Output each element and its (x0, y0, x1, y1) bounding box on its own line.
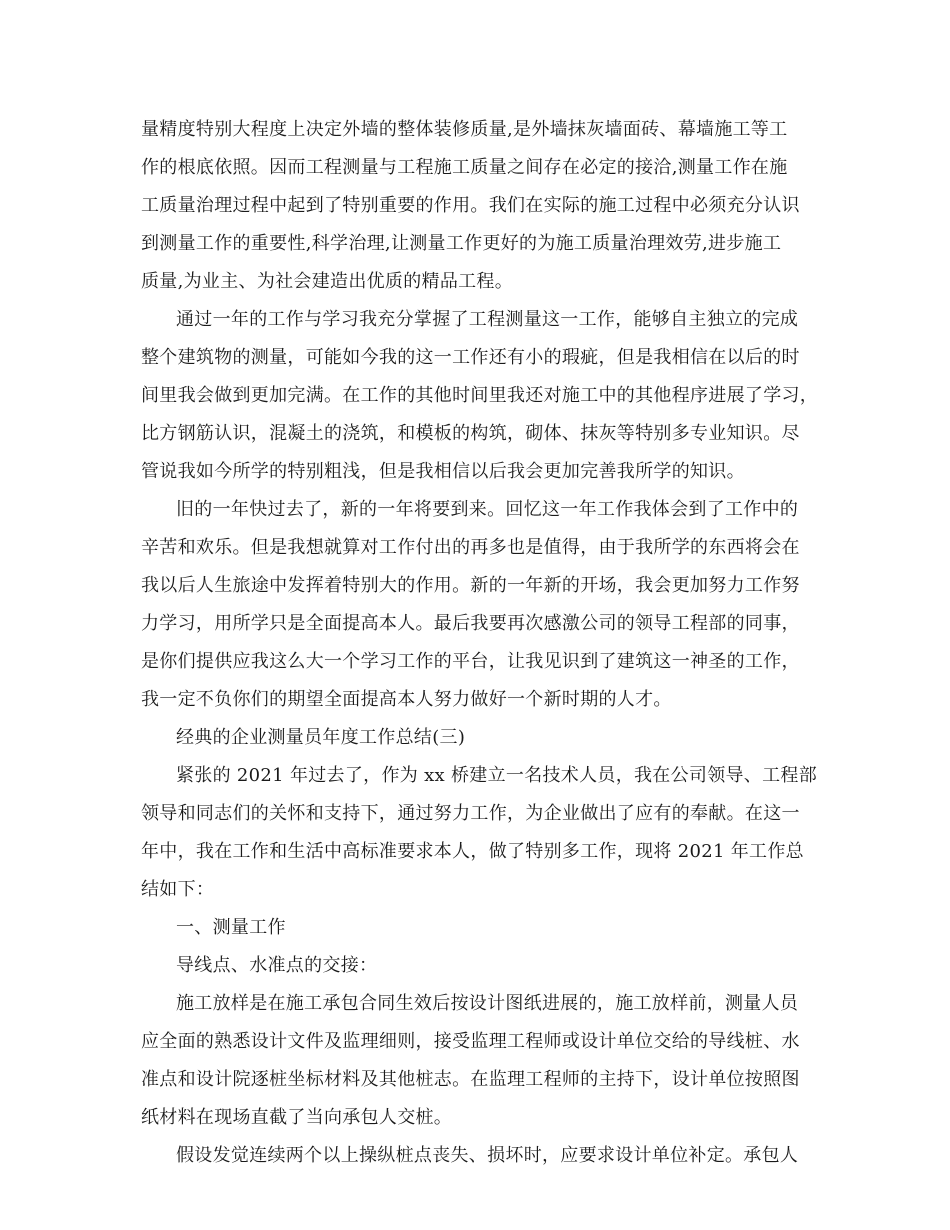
subheading: 一、测量工作 (176, 917, 286, 938)
paragraph-start: 假设发觉连续两个以上操纵桩点丧失、损坏时，应要求设计单位补定。承包人 (176, 1145, 799, 1166)
body-text-line: 比方钢筋认识，混凝土的浇筑，和模板的构筑，砌体、抹灰等特别多专业知识。尽 (141, 423, 800, 444)
body-text-line: 辛苦和欢乐。但是我想就算对工作付出的再多也是值得，由于我所学的东西将会在 (141, 537, 800, 558)
body-text-line: 整个建筑物的测量，可能如今我的这一工作还有小的瑕疵，但是我相信在以后的时 (141, 347, 800, 368)
body-text-line: 结如下： (141, 879, 215, 900)
body-text-line: 作的根底依照。因而工程测量与工程施工质量之间存在必定的接洽,测量工作在施 (141, 157, 788, 178)
body-text-line: 管说我如今所学的特别粗浅，但是我相信以后我会更加完善我所学的知识。 (141, 461, 745, 482)
body-text-line: 是你们提供应我这么大一个学习工作的平台，让我见识到了建筑这一神圣的工作， (141, 651, 800, 672)
body-text-line: 纸材料在现场直截了当向承包人交桩。 (141, 1107, 453, 1128)
paragraph-start: 紧张的 2021 年过去了，作为 xx 桥建立一名技术人员，我在公司领导、工程部 (176, 765, 817, 786)
body-text-line: 准点和设计院逐桩坐标材料及其他桩志。在监理工程师的主持下，设计单位按照图 (141, 1069, 800, 1090)
body-text-line: 应全面的熟悉设计文件及监理细则，接受监理工程师或设计单位交给的导线桩、水 (141, 1031, 800, 1052)
section-heading: 经典的企业测量员年度工作总结(三) (176, 727, 466, 748)
paragraph-start: 旧的一年快过去了，新的一年将要到来。回忆这一年工作我体会到了工作中的 (176, 499, 799, 520)
body-text-line: 工质量治理过程中起到了特别重要的作用。我们在实际的施工过程中必须充分认识 (141, 195, 800, 216)
body-text-line: 我以后人生旅途中发挥着特别大的作用。新的一年新的开场，我会更加努力工作努 (141, 575, 800, 596)
subheading: 导线点、水准点的交接： (176, 955, 378, 976)
body-text-line: 间里我会做到更加完满。在工作的其他时间里我还对施工中的其他程序进展了学习， (141, 385, 819, 406)
body-text-line: 力学习，用所学只是全面提高本人。最后我要再次感激公司的领导工程部的同事， (141, 613, 800, 634)
paragraph-start: 通过一年的工作与学习我充分掌握了工程测量这一工作，能够自主独立的完成 (176, 309, 799, 330)
body-text-line: 领导和同志们的关怀和支持下，通过努力工作，为企业做出了应有的奉献。在这一 (141, 803, 800, 824)
body-text-line: 质量,为业主、为社会建造出优质的精品工程。 (141, 271, 514, 292)
paragraph-start: 施工放样是在施工承包合同生效后按设计图纸进展的，施工放样前，测量人员 (176, 993, 799, 1014)
body-text-line: 我一定不负你们的期望全面提高本人努力做好一个新时期的人才。 (141, 689, 672, 710)
body-text-line: 量精度特别大程度上决定外墙的整体装修质量,是外墙抹灰墙面砖、幕墙施工等工 (141, 119, 788, 140)
body-text-line: 到测量工作的重要性,科学治理,让测量工作更好的为施工质量治理效劳,进步施工 (141, 233, 782, 254)
body-text-line: 年中，我在工作和生活中高标准要求本人，做了特别多工作，现将 2021 年工作总 (141, 841, 804, 862)
